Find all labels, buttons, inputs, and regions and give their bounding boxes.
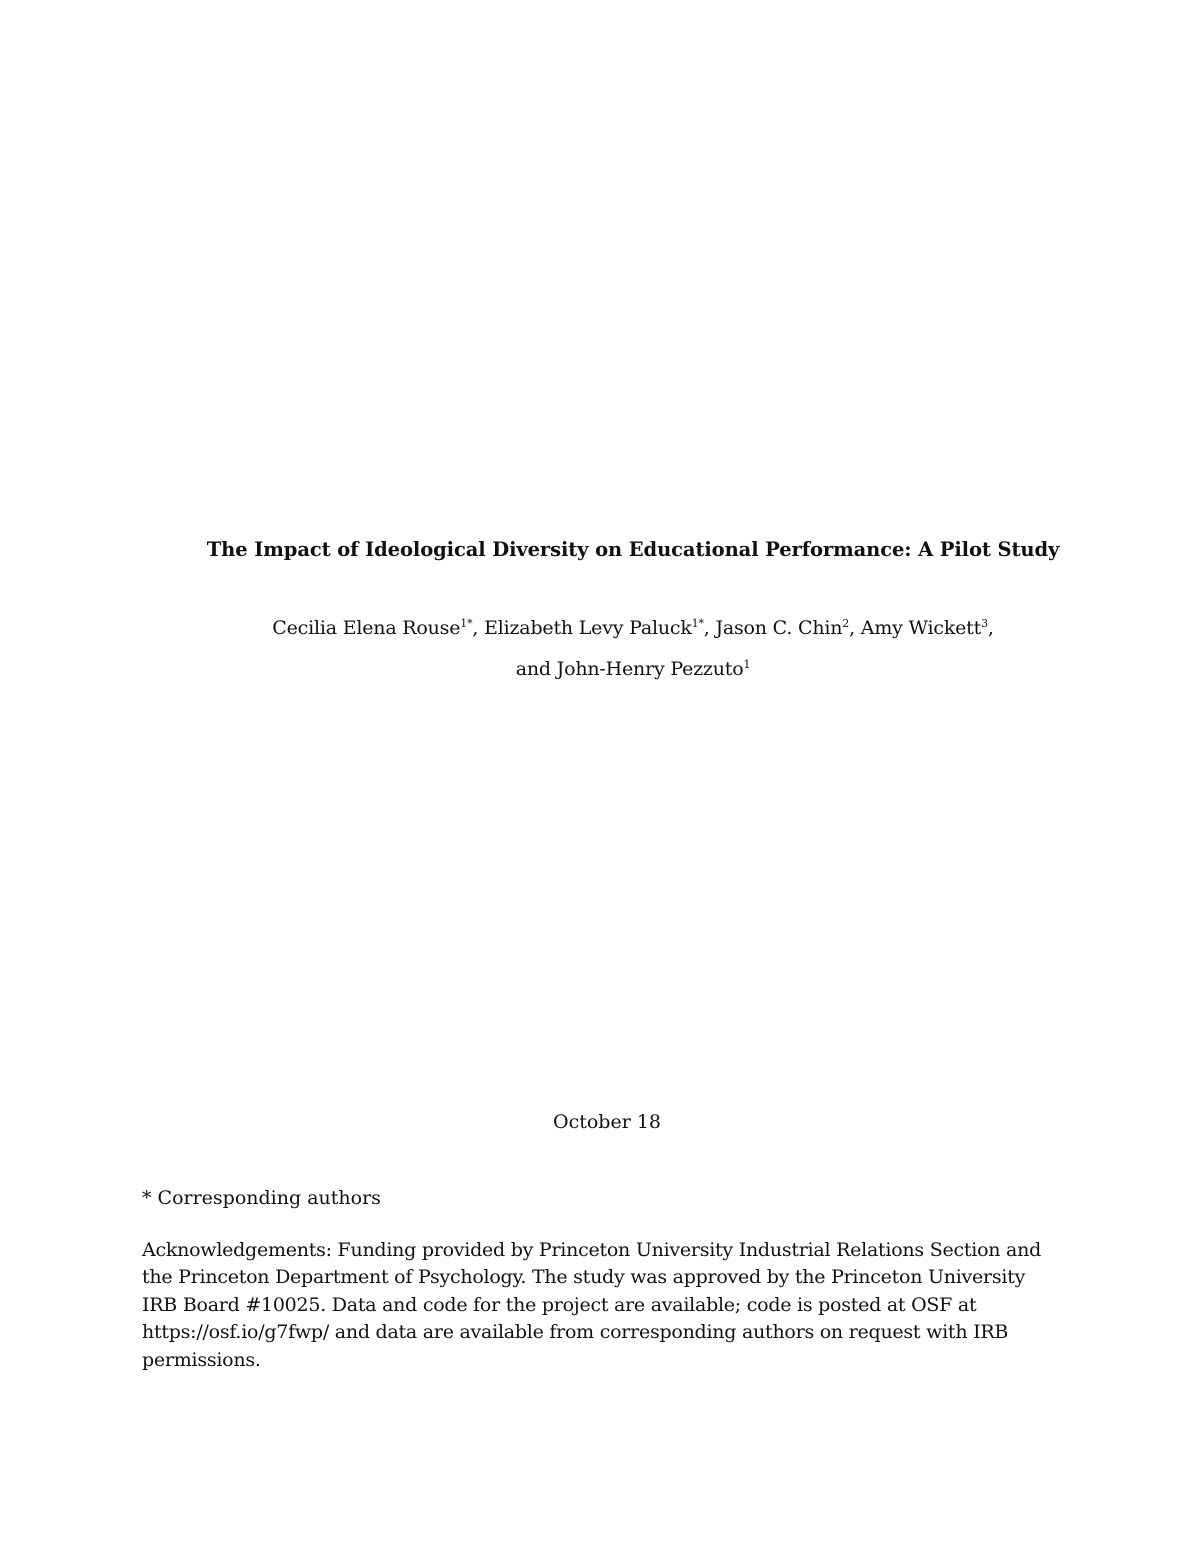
author-name: Jason C. Chin (715, 617, 843, 639)
author-separator: , (849, 617, 861, 639)
author-affiliation-mark: 1* (691, 617, 704, 630)
author-affiliation-mark: 1 (743, 658, 751, 671)
corresponding-authors-note: * Corresponding authors (142, 1187, 381, 1209)
acknowledgements-line: IRB Board #10025. Data and code for the project are available; code is posted at OSF at (142, 1293, 977, 1316)
paper-title: The Impact of Ideological Diversity on Educational Performance: A Pilot Study (206, 538, 1060, 561)
author-list-line-2 (0, 658, 1200, 680)
author-separator: , (987, 617, 994, 639)
acknowledgements-paragraph (142, 1237, 1062, 1374)
author-affiliation-mark: 2 (842, 617, 850, 630)
acknowledgements-line: permissions. (142, 1348, 261, 1371)
author-affiliation-mark: 3 (981, 617, 988, 630)
acknowledgements-line: the Princeton Department of Psychology. The study was approved by the Princeton University (142, 1266, 1026, 1289)
author-affiliation-mark: 1* (460, 617, 473, 630)
acknowledgements-line: Acknowledgements: Funding provided by Princeton University Industrial Relations Section and (142, 1239, 1042, 1261)
author-list-line-1 (0, 617, 1200, 639)
author-name: Amy Wickett (860, 617, 982, 639)
author-name: Cecilia Elena Rouse (272, 617, 461, 639)
acknowledgements-line: https://osf.io/g7fwp/ and data are available from corresponding authors on request with IRB (142, 1321, 1009, 1344)
author-separator: , (703, 617, 716, 639)
author-name: Elizabeth Levy Paluck (484, 617, 692, 639)
author-separator: , (472, 617, 485, 639)
document-date: October 18 (553, 1111, 661, 1133)
author-name: and John-Henry Pezzuto (515, 658, 744, 680)
